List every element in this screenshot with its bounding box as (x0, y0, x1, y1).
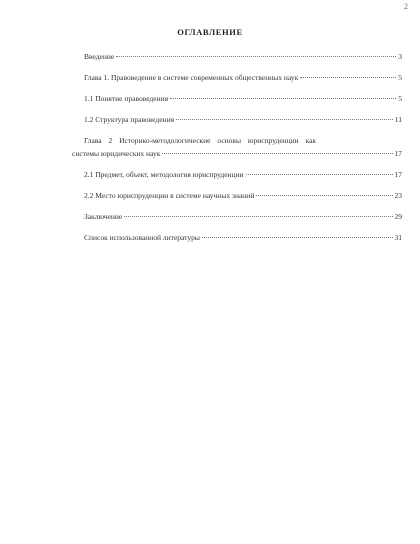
toc-entry-text: Список использованной литературы (84, 233, 200, 242)
toc-entry-section-2-1 (84, 170, 402, 180)
dot-leader (162, 153, 392, 154)
toc-entry-page: 23 (394, 191, 402, 200)
dot-leader (246, 174, 393, 175)
toc-entry-page: 31 (394, 233, 402, 242)
toc-entry-text: Введение (84, 52, 115, 61)
toc-entry-text: 1.1 Понятие правоведения (84, 94, 169, 103)
page-number: 2 (404, 2, 408, 11)
toc-entry-page: 17 (394, 170, 402, 179)
toc-entry-text: Заключение (84, 212, 123, 221)
dot-leader (202, 237, 393, 238)
dot-leader (300, 77, 396, 78)
table-of-contents (72, 52, 402, 243)
toc-entry-references (84, 233, 402, 243)
toc-entry-page: 3 (398, 52, 402, 61)
toc-entry-text: 1.2 Структура правоведения (84, 115, 175, 124)
toc-entry-text-line-1: Глава 2 Историко-методологические основы юриспруденции как (84, 136, 317, 145)
toc-entry-section-1-2 (84, 115, 402, 125)
toc-title: ОГЛАВЛЕНИЕ (177, 27, 243, 37)
dot-leader (170, 98, 396, 99)
toc-entry-chapter-2 (72, 136, 402, 159)
dot-leader (116, 56, 396, 57)
dot-leader (124, 216, 392, 217)
dot-leader (256, 195, 392, 196)
toc-entry-text: Глава 1. Правоведение в системе современных общественных наук (84, 73, 299, 82)
toc-entry-page: 5 (398, 94, 402, 103)
toc-entry-section-1-1 (84, 94, 402, 104)
toc-entry-page: 11 (394, 115, 402, 124)
toc-entry-section-2-2 (84, 191, 402, 201)
toc-entry-conclusion (84, 212, 402, 222)
toc-entry-page: 17 (394, 149, 402, 158)
toc-entry-introduction (84, 52, 402, 62)
toc-entry-page: 5 (398, 73, 402, 82)
toc-entry-text: 2.1 Предмет, объект, методология юриспруденции (84, 170, 244, 179)
dot-leader (176, 119, 393, 120)
toc-entry-chapter-1 (84, 73, 402, 83)
toc-entry-text-line-2: системы юридических наук (72, 149, 161, 158)
toc-entry-page: 29 (394, 212, 402, 221)
toc-entry-text: 2.2 Место юриспруденции в системе научных знаний (84, 191, 255, 200)
